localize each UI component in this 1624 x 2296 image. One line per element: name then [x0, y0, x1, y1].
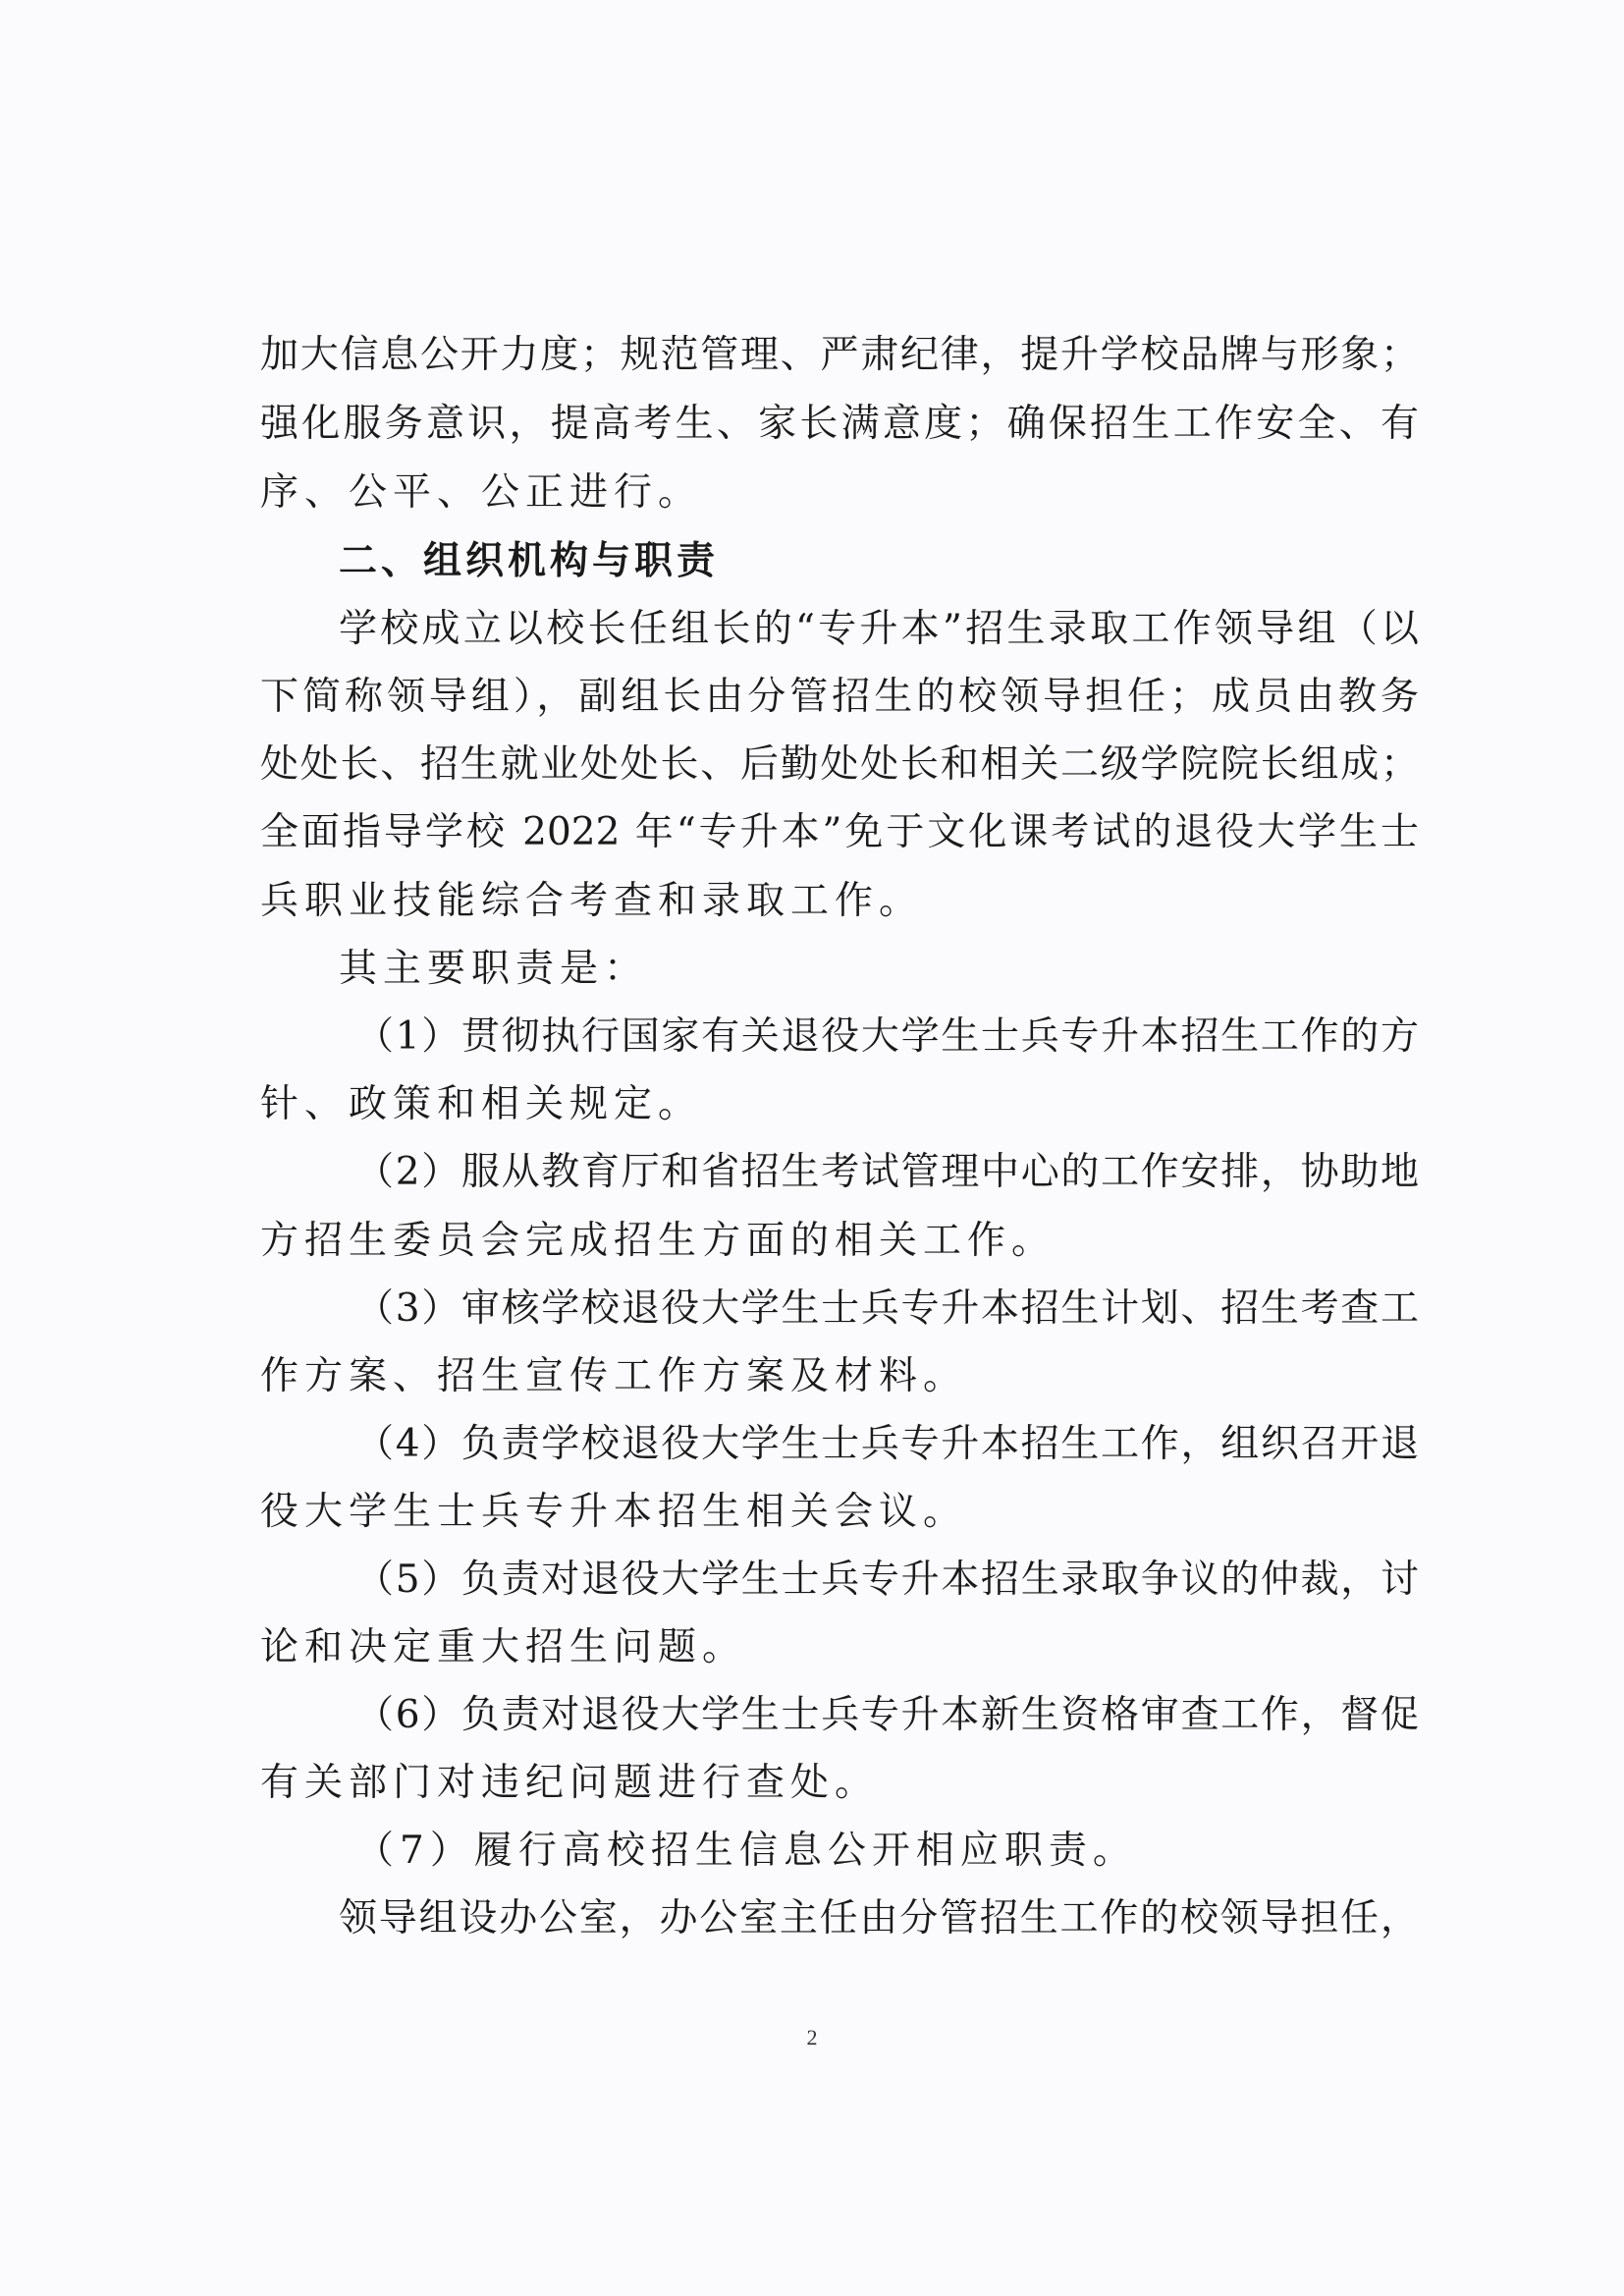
list-item-3-line-2: 作方案、招生宣传工作方案及材料。	[260, 1354, 968, 1398]
text-line-10: 其主要职责是：	[339, 947, 649, 991]
list-item-4-line-2: 役大学生士兵专升本招生相关会议。	[260, 1490, 968, 1534]
list-item-2-line-1: （2）服从教育厅和省招生考试管理中心的工作安排，协助地	[355, 1150, 1419, 1194]
text-line-6: 下简称领导组），副组长由分管招生的校领导担任；成员由教务	[260, 675, 1419, 719]
text-line-3: 序、公平、公正进行。	[260, 470, 703, 515]
text-line-9: 兵职业技能综合考查和录取工作。	[260, 879, 924, 923]
list-item-2-line-2: 方招生委员会完成招生方面的相关工作。	[260, 1219, 1056, 1263]
text-line-7: 处处长、招生就业处处长、后勤处处长和相关二级学院院长组成；	[260, 742, 1419, 787]
list-item-3-line-1: （3）审核学校退役大学生士兵专升本招生计划、招生考查工	[355, 1286, 1419, 1331]
list-item-6-line-2: 有关部门对违纪问题进行查处。	[260, 1761, 880, 1805]
list-item-5-line-1: （5）负责对退役大学生士兵专升本招生录取争议的仲裁，讨	[355, 1558, 1419, 1602]
list-item-6-line-1: （6）负责对退役大学生士兵专升本新生资格审查工作，督促	[355, 1693, 1419, 1737]
text-line-5: 学校成立以校长任组长的“专升本”招生录取工作领导组（以	[339, 607, 1419, 651]
text-line-1: 加大信息公开力度；规范管理、严肃纪律，提升学校品牌与形象；	[260, 333, 1419, 377]
text-line-8: 全面指导学校 2022 年“专升本”免于文化课考试的退役大学生士	[260, 810, 1419, 854]
list-item-4-line-1: （4）负责学校退役大学生士兵专升本招生工作，组织召开退	[355, 1422, 1419, 1466]
text-line-2: 强化服务意识，提高考生、家长满意度；确保招生工作安全、有	[260, 402, 1419, 446]
text-line-last: 领导组设办公室，办公室主任由分管招生工作的校领导担任，	[339, 1896, 1419, 1941]
list-item-7: （7）履行高校招生信息公开相应职责。	[355, 1829, 1137, 1873]
list-item-1-line-1: （1）贯彻执行国家有关退役大学生士兵专升本招生工作的方	[355, 1014, 1419, 1059]
page-number: 2	[806, 2025, 818, 2050]
section-heading: 二、组织机构与职责	[339, 539, 720, 583]
list-item-1-line-2: 针、政策和相关规定。	[260, 1082, 703, 1126]
list-item-5-line-2: 论和决定重大招生问题。	[260, 1625, 747, 1669]
